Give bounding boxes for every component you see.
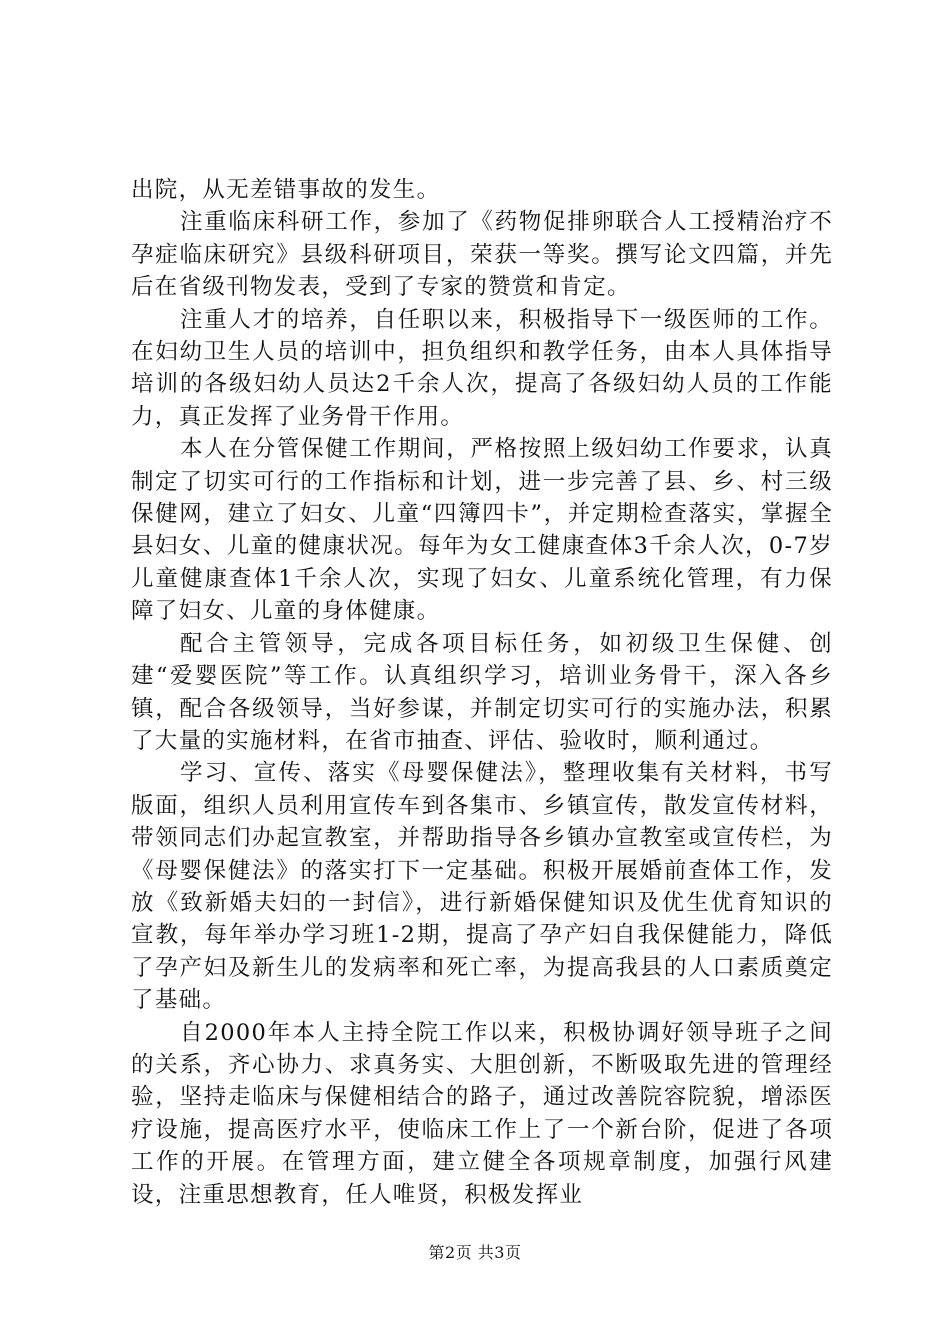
paragraph: 注重临床科研工作，参加了《药物促排卵联合人工授精治疗不孕症临床研究》县级科研项目，荣获一等奖。撰写论文四篇，并先后在省级刊物发表，受到了专家的赞赏和肯定。 bbox=[131, 209, 833, 301]
paragraph: 学习、宣传、落实《母婴保健法》，整理收集有关材料，书写版面，组织人员利用宣传车到各集市、乡镇宣传，散发宣传材料，带领同志们办起宣教室，并帮助指导各乡镇办宣教室或宣传栏，为《母婴保健法》的落实打下一定基础。积极开展婚前查体工作，发放《致新婚夫妇的一封信》，进行新婚保健知识及优生优育知识的宣教，每年举办学习班1-2期，提高了孕产妇自我保健能力，降低了孕产妇及新生儿的发病率和死亡率，为提高我县的人口素质奠定了基础。 bbox=[131, 760, 833, 1014]
document-body bbox=[131, 174, 833, 1211]
paragraph: 注重人才的培养，自任职以来，积极指导下一级医师的工作。在妇幼卫生人员的培训中，担负组织和教学任务，由本人具体指导培训的各级妇幼人员达2千余人次，提高了各级妇幼人员的工作能力，真正发挥了业务骨干作用。 bbox=[131, 306, 833, 430]
page-footer: 第2页 共3页 bbox=[428, 1243, 522, 1262]
paragraph: 自2000年本人主持全院工作以来，积极协调好领导班子之间的关系，齐心协力、求真务实、大胆创新，不断吸取先进的管理经验，坚持走临床与保健相结合的路子，通过改善院容院貌，增添医疗设施，提高医疗水平，使临床工作上了一个新台阶，促进了各项工作的开展。在管理方面，建立健全各项规章制度，加强行风建设，注重思想教育，任人唯贤，积极发挥业 bbox=[131, 1019, 833, 1208]
paragraph: 出院，从无差错事故的发生。 bbox=[131, 177, 441, 203]
paragraph: 配合主管领导，完成各项目标任务，如初级卫生保健、创建“爱婴医院”等工作。认真组织学习，培训业务骨干，深入各乡镇，配合各级领导，当好参谋，并制定切实可行的实施办法，积累了大量的实施材料，在省市抽查、评估、验收时，顺利通过。 bbox=[131, 630, 833, 754]
paragraph: 本人在分管保健工作期间，严格按照上级妇幼工作要求，认真制定了切实可行的工作指标和计划，进一步完善了县、乡、村三级保健网，建立了妇女、儿童“四簿四卡”，并定期检查落实，掌握全县妇女、儿童的健康状况。每年为女工健康查体3千余人次，0-7岁儿童健康查体1千余人次，实现了妇女、儿童系统化管理，有力保障了妇女、儿童的身体健康。 bbox=[131, 436, 833, 625]
